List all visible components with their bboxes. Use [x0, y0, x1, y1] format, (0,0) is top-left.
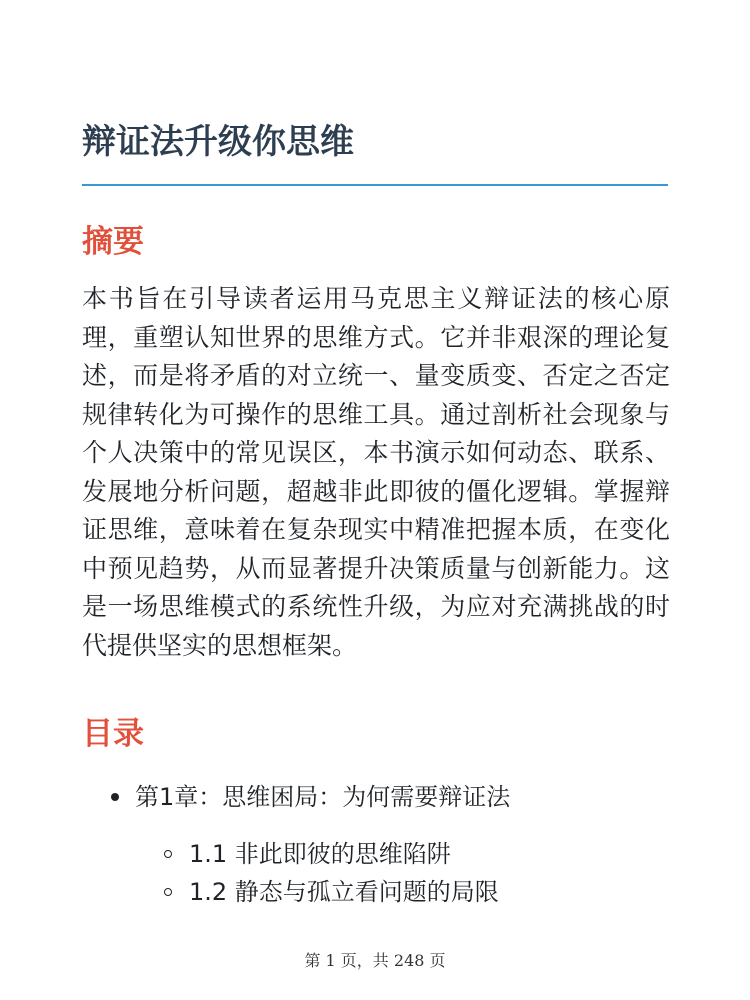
toc-section-label: 1.1 非此即彼的思维陷阱: [189, 840, 451, 868]
bullet-circle-icon: [164, 888, 172, 896]
toc-subsection-list: [135, 835, 750, 911]
page-footer: 第 1 页，共 248 页: [304, 951, 446, 970]
table-of-contents: [0, 777, 750, 911]
page-title: 辩证法升级你思维: [82, 122, 354, 162]
title-divider: [82, 184, 668, 186]
toc-section-1-1[interactable]: [0, 835, 750, 873]
toc-chapter-label: 第1章：思维困局：为何需要辩证法: [135, 783, 511, 811]
bullet-disc-icon: [111, 793, 119, 801]
bullet-circle-icon: [164, 850, 172, 858]
toc-chapter-1[interactable]: [0, 777, 750, 911]
summary-paragraph: 本书旨在引导读者运用马克思主义辩证法的核心原理，重塑认知世界的思维方式。它并非艰深的理论复述，而是将矛盾的对立统一、量变质变、否定之否定规律转化为可操作的思维工具。通过剖析社会现象与个人决策中的常见误区，本书演示如何动态、联系、发展地分析问题，超越非此即彼的僵化逻辑。掌握辩证思维，意味着在复杂现实中精准把握本质，在变化中预见趋势，从而显著提升决策质量与创新能力。这是一场思维模式的系统性升级，为应对充满挑战的时代提供坚实的思想框架。: [82, 284, 670, 660]
toc-section-1-2[interactable]: [0, 873, 750, 911]
toc-heading: 目录: [82, 716, 144, 752]
toc-section-label: 1.2 静态与孤立看问题的局限: [189, 878, 499, 906]
summary-heading: 摘要: [82, 224, 144, 260]
